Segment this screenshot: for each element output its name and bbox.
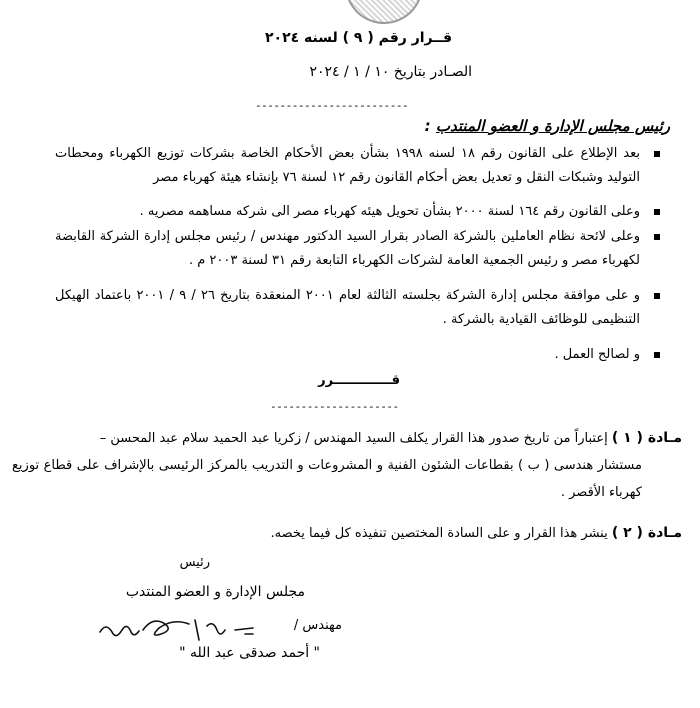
article-1 bbox=[12, 425, 682, 506]
signatory-name: " أحمد صدقى عبد الله " bbox=[179, 645, 320, 661]
bullet-icon bbox=[654, 352, 660, 358]
signatory-title: رئيس bbox=[179, 555, 210, 570]
authority-heading-colon: : bbox=[424, 117, 436, 135]
preamble-text: و لصالح العمل . bbox=[554, 347, 640, 362]
official-seal bbox=[345, 0, 423, 24]
authority-heading-text: رئيس مجلس الإدارة و العضو المنتدب bbox=[435, 117, 670, 135]
preamble-item bbox=[55, 142, 640, 190]
preamble-item bbox=[55, 343, 640, 367]
preamble-text: وعلى القانون رقم ١٦٤ لسنة ٢٠٠٠ بشأن تحويل هيئه كهرباء مصر الى شركه مساهمه مصريه . bbox=[139, 204, 640, 219]
preamble-text: وعلى لائحة نظام العاملين بالشركة الصادر بقرار السيد الدكتور مهندس / رئيس مجلس إدارة الشركة القابضة لكهرباء مصر و رئيس الجمعية العامة لشركات الكهرباء التابعة رقم ٣١ لسنة ٢٠٠٣ م . bbox=[55, 229, 640, 268]
bullet-icon bbox=[654, 293, 660, 299]
signatory-board: مجلس الإدارة و العضو المنتدب bbox=[125, 584, 305, 600]
article-1-label: مـادة ( ١ ) bbox=[611, 430, 682, 446]
preamble-item bbox=[55, 284, 640, 332]
article-2 bbox=[270, 520, 682, 547]
article-1-line1: إعتباراً من تاريخ صدور هذا القرار يكلف السيد المهندس / زكريا عبد الحميد سلام عبد المحسن – bbox=[99, 431, 612, 446]
signatory-prefix: مهندس / bbox=[293, 618, 342, 633]
decision-title: قــرار رقم ( ٩ ) لسنه ٢٠٢٤ bbox=[265, 30, 452, 46]
preamble-item bbox=[55, 200, 640, 224]
preamble-item bbox=[55, 225, 640, 273]
separator-top: ------------------------- bbox=[255, 99, 409, 112]
article-2-text: ينشر هذا القرار و على السادة المختصين تنفيذه كل فيما يخصه. bbox=[270, 526, 612, 541]
bullet-icon bbox=[654, 209, 660, 215]
separator-mid: --------------------- bbox=[270, 400, 399, 413]
article-2-label: مـادة ( ٢ ) bbox=[611, 525, 682, 541]
authority-heading bbox=[425, 117, 670, 135]
preamble-text: و على موافقة مجلس إدارة الشركة بجلسته الثالثة لعام ٢٠٠١ المنعقدة بتاريخ ٢٦ / ٩ / ٢٠٠١ باعتماد الهيكل التنظيمى للوظائف القيادية بالشركة . bbox=[55, 288, 640, 327]
handwritten-signature bbox=[95, 612, 265, 646]
article-1-continuation: مستشار هندسى ( ب ) بقطاعات الشئون الفنية و المشروعات و التدريب بالمركز الرئيسى بالإشراف على قطاع توزيع كهرباء الأقصر . bbox=[12, 458, 642, 500]
bullet-icon bbox=[654, 151, 660, 157]
preamble-text: بعد الإطلاع على القانون رقم ١٨ لسنه ١٩٩٨ بشأن بعض الأحكام الخاصة بشركات توزيع الكهرباء ومحطات التوليد وشبكات النقل و تعديل بعض أحكام القانون رقم ١٢ لسنة ٧٦ بإنشاء هيئة كهرباء مصر bbox=[55, 146, 641, 185]
issue-date: الصـادر بتاريخ ١٠ / ١ / ٢٠٢٤ bbox=[309, 64, 472, 80]
decision-heading: قـــــــــــــرر bbox=[318, 373, 400, 388]
bullet-icon bbox=[654, 234, 660, 240]
